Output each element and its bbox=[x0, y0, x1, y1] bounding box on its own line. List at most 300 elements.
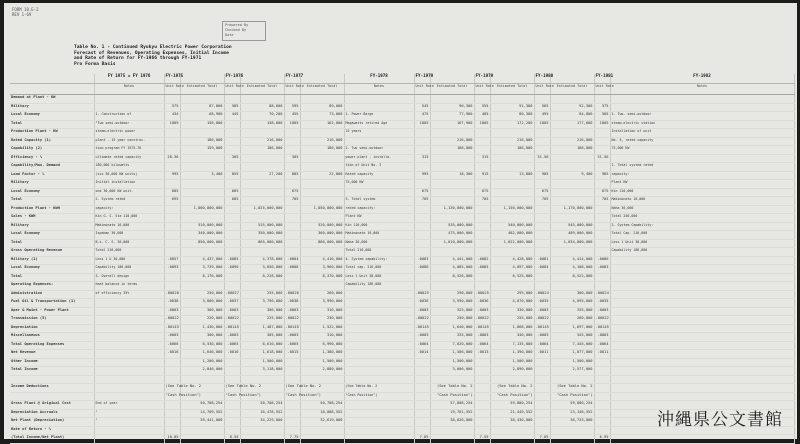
table-cell: 92,300 bbox=[550, 103, 594, 112]
table-cell: 305 bbox=[284, 154, 300, 163]
table-cell: .0064 bbox=[414, 341, 430, 350]
table-cell bbox=[224, 239, 240, 248]
table-cell: .00022 bbox=[164, 316, 180, 325]
table-cell: 1,034,000,000 bbox=[550, 239, 594, 248]
table-cell bbox=[164, 129, 180, 138]
table-cell: 489,000,000 bbox=[550, 231, 594, 240]
table-cell bbox=[284, 418, 300, 427]
approval-line: Date bbox=[225, 33, 234, 37]
table-cell bbox=[610, 324, 794, 333]
table-cell: 1,697,000 bbox=[550, 324, 594, 333]
table-row bbox=[10, 222, 794, 231]
table-cell bbox=[430, 95, 474, 104]
table-cell: 310,000 bbox=[300, 333, 344, 342]
table-cell bbox=[164, 239, 180, 248]
table-cell: 545,000,000 bbox=[550, 222, 594, 231]
table-cell: 475 bbox=[414, 112, 430, 121]
table-cell: 75,000 KW bbox=[344, 180, 414, 189]
table-row bbox=[10, 197, 794, 206]
table-title bbox=[74, 45, 234, 67]
table-cell bbox=[224, 180, 240, 189]
table-cell: Administration bbox=[10, 290, 94, 299]
table-cell: 675 bbox=[474, 188, 490, 197]
title-line: Forecast of Revenues, Operating Expenses, Initial Income bbox=[74, 50, 229, 56]
table-cell bbox=[284, 180, 300, 189]
table-cell bbox=[414, 214, 430, 223]
table-cell bbox=[300, 74, 344, 84]
table-cell: 4,441,000 bbox=[430, 256, 474, 265]
table-cell: 575 bbox=[164, 103, 180, 112]
table-cell: .0038 bbox=[284, 299, 300, 308]
table-cell bbox=[490, 435, 534, 444]
table-cell: 1,077,000 bbox=[550, 350, 594, 359]
table-cell: 675 bbox=[414, 188, 430, 197]
table-cell bbox=[164, 137, 180, 146]
table-cell: Initial installation bbox=[94, 180, 164, 189]
table-cell: 995 bbox=[164, 171, 180, 180]
table-cell: 77,900 bbox=[430, 112, 474, 121]
table-cell: 156,800 bbox=[180, 120, 224, 129]
table-cell bbox=[344, 307, 414, 316]
table-cell: capacity: bbox=[94, 205, 164, 214]
table-cell: 4,097,000 bbox=[490, 265, 534, 274]
table-cell bbox=[474, 282, 490, 291]
table-cell: 84,800 bbox=[550, 112, 594, 121]
table-row bbox=[10, 265, 794, 274]
table-cell bbox=[534, 205, 550, 214]
table-cell: 21,449,552 bbox=[490, 409, 534, 418]
table-cell bbox=[240, 375, 284, 384]
table-cell bbox=[610, 384, 794, 393]
table-cell: 216,000 bbox=[550, 137, 594, 146]
table-cell bbox=[344, 324, 414, 333]
table-cell: Unit Rate bbox=[284, 84, 300, 95]
table-cell: 59,880,254 bbox=[490, 401, 534, 410]
table-cell: 1,430,000 bbox=[180, 324, 224, 333]
table-cell: 16,478,552 bbox=[240, 409, 284, 418]
table-cell bbox=[94, 307, 164, 316]
table-cell: 28.56 bbox=[164, 154, 180, 163]
table-cell: 300,000 bbox=[550, 290, 594, 299]
table-cell: .0064 bbox=[534, 341, 550, 350]
table-row bbox=[10, 137, 794, 146]
table-cell bbox=[164, 95, 180, 104]
table-cell: 540,000,000 bbox=[490, 222, 534, 231]
table-cell bbox=[534, 358, 550, 367]
table-cell: 91,300 bbox=[490, 103, 534, 112]
table-cell: 180,000 kilowatts bbox=[94, 163, 164, 172]
subheader-row bbox=[10, 84, 794, 95]
table-row bbox=[10, 375, 794, 384]
table-cell: 6,530,000 bbox=[180, 341, 224, 350]
table-cell bbox=[344, 290, 414, 299]
table-cell bbox=[534, 384, 550, 393]
table-cell: Total cap. 216,000 bbox=[344, 265, 414, 274]
table-cell bbox=[594, 426, 610, 435]
table-cell bbox=[284, 358, 300, 367]
table-cell: .0003 bbox=[224, 307, 240, 316]
table-cell bbox=[610, 265, 794, 274]
table-cell bbox=[164, 273, 180, 282]
table-cell: heat balance in terms bbox=[94, 282, 164, 291]
table-cell: (See Table No. 2 bbox=[284, 384, 300, 393]
table-cell: .00025 bbox=[414, 290, 430, 299]
table-cell bbox=[414, 367, 430, 376]
table-row bbox=[10, 282, 794, 291]
table-cell bbox=[164, 248, 180, 257]
table-row bbox=[10, 154, 794, 163]
table-cell: 255,000 bbox=[490, 316, 534, 325]
table-cell bbox=[180, 74, 224, 84]
table-cell: 695 bbox=[164, 197, 180, 206]
table-cell: .0036 bbox=[474, 299, 490, 308]
table-cell bbox=[240, 188, 284, 197]
table-cell bbox=[594, 146, 610, 155]
table-cell bbox=[284, 401, 300, 410]
table-cell bbox=[610, 375, 794, 384]
table-cell: 1009 bbox=[164, 120, 180, 129]
table-cell: 59,880,254 bbox=[550, 401, 594, 410]
table-cell: 1005 bbox=[284, 120, 300, 129]
table-cell: one 30,000 KW unit. bbox=[94, 188, 164, 197]
table-cell bbox=[550, 426, 594, 435]
table-cell: 4,378,000 bbox=[240, 256, 284, 265]
title-line: and Rate of Return for FY-1966 through FY-1971 bbox=[74, 56, 202, 62]
table-cell: 1. Construction of bbox=[94, 112, 164, 121]
table-cell bbox=[300, 426, 344, 435]
table-cell: Gross Operating Revenue bbox=[10, 248, 94, 257]
table-cell bbox=[344, 341, 414, 350]
table-cell bbox=[180, 214, 224, 223]
table-cell: 3,400 bbox=[180, 171, 224, 180]
table-cell bbox=[344, 137, 414, 146]
table-cell: .00022 bbox=[534, 316, 550, 325]
table-cell bbox=[430, 248, 474, 257]
table-cell: 1,380,000 bbox=[300, 350, 344, 359]
table-cell: 260,000 bbox=[300, 290, 344, 299]
table-cell: 255,000 bbox=[240, 290, 284, 299]
table-cell bbox=[284, 273, 300, 282]
table-cell: 565 bbox=[534, 103, 550, 112]
table-cell: 216,000 bbox=[240, 137, 284, 146]
table-row bbox=[10, 129, 794, 138]
table-cell: 3,800,000 bbox=[180, 299, 224, 308]
table-cell: 39,441,000 bbox=[180, 418, 224, 427]
table-cell: Estimated Total bbox=[240, 84, 284, 95]
table-cell bbox=[94, 435, 164, 444]
table-cell: 1,130,000,000 bbox=[430, 205, 474, 214]
table-cell bbox=[474, 239, 490, 248]
table-cell bbox=[10, 84, 94, 95]
table-cell: 675 bbox=[594, 188, 610, 197]
table-cell bbox=[224, 214, 240, 223]
table-cell bbox=[300, 375, 344, 384]
table-cell: .00143 bbox=[164, 324, 180, 333]
table-cell: Load Factor - % bbox=[10, 171, 94, 180]
table-cell bbox=[164, 146, 180, 155]
table-cell: 50,708,254 bbox=[180, 401, 224, 410]
table-cell: 4,095,000 bbox=[550, 299, 594, 308]
table-row bbox=[10, 273, 794, 282]
table-cell bbox=[474, 367, 490, 376]
table-cell: Unit Rate bbox=[534, 84, 550, 95]
table-cell: .00027 bbox=[224, 290, 240, 299]
table-cell: 434 bbox=[164, 112, 180, 121]
approval-box bbox=[222, 21, 266, 41]
table-cell bbox=[224, 426, 240, 435]
table-cell: Rate of Return - % bbox=[10, 426, 94, 435]
table-cell: 2. Two semi-outdoor bbox=[344, 146, 414, 155]
table-cell bbox=[550, 214, 594, 223]
table-cell: 915 bbox=[474, 171, 490, 180]
table-cell: 75,000 KW bbox=[610, 146, 794, 155]
table-cell: 315 bbox=[414, 154, 430, 163]
table-cell bbox=[594, 239, 610, 248]
table-cell bbox=[180, 95, 224, 104]
table-cell: "Cash Position") bbox=[224, 392, 240, 401]
table-cell bbox=[94, 316, 164, 325]
table-cell bbox=[594, 180, 610, 189]
table-cell: Naha 30,000 bbox=[344, 239, 414, 248]
table-cell bbox=[284, 426, 300, 435]
table-cell: Total 246,000 bbox=[610, 214, 794, 223]
table-cell: 1,487,000 bbox=[240, 324, 284, 333]
table-row bbox=[10, 146, 794, 155]
table-cell: 3,950,000 bbox=[430, 299, 474, 308]
table-cell bbox=[550, 282, 594, 291]
table-row bbox=[10, 171, 794, 180]
table-cell bbox=[534, 146, 550, 155]
table-cell: 19,781,552 bbox=[430, 409, 474, 418]
table-cell bbox=[474, 163, 490, 172]
table-cell bbox=[414, 222, 430, 231]
table-cell: .0088 bbox=[284, 265, 300, 274]
table-cell bbox=[164, 401, 180, 410]
table-cell: 4. System capability: bbox=[344, 256, 414, 265]
table-row bbox=[10, 324, 794, 333]
table-cell: Ispahan 30,000 bbox=[94, 231, 164, 240]
table-cell bbox=[164, 409, 180, 418]
table-cell: ultimate rated capacity bbox=[94, 154, 164, 163]
table-cell: 13,800 bbox=[490, 171, 534, 180]
table-cell: 38,430,000 bbox=[490, 418, 534, 427]
table-cell bbox=[414, 375, 430, 384]
table-cell bbox=[430, 435, 474, 444]
table-cell: 7.55 bbox=[474, 435, 490, 444]
table-cell: FY-1979 bbox=[474, 74, 490, 84]
table-cell: 1,668,000 bbox=[490, 324, 534, 333]
table-cell: Estimated Total bbox=[300, 84, 344, 95]
table-cell: 158,800 bbox=[240, 120, 284, 129]
table-cell: Military bbox=[10, 103, 94, 112]
table-cell: .00145 bbox=[414, 324, 430, 333]
table-row bbox=[10, 333, 794, 342]
table-cell: 3,990,000 bbox=[300, 299, 344, 308]
table-cell: .0090 bbox=[224, 265, 240, 274]
table-cell bbox=[610, 154, 794, 163]
table-cell: 330,000 bbox=[490, 307, 534, 316]
table-cell: 2. System rated bbox=[94, 197, 164, 206]
table-cell bbox=[414, 205, 430, 214]
table-cell bbox=[164, 418, 180, 427]
table-cell: 18,088,552 bbox=[300, 409, 344, 418]
table-cell bbox=[534, 214, 550, 223]
table-cell: "Cash Position") bbox=[284, 392, 300, 401]
table-cell: 475,000,000 bbox=[430, 231, 474, 240]
table-cell bbox=[610, 282, 794, 291]
table-cell: Total bbox=[10, 120, 94, 129]
table-cell bbox=[594, 409, 610, 418]
table-cell bbox=[300, 188, 344, 197]
table-cell: Notes bbox=[344, 84, 414, 95]
table-cell: B.s. C. S. 30,000 bbox=[94, 239, 164, 248]
table-cell bbox=[414, 137, 430, 146]
table-cell bbox=[344, 401, 414, 410]
table-cell bbox=[284, 205, 300, 214]
table-cell: " bbox=[94, 418, 164, 427]
table-cell bbox=[344, 350, 414, 359]
table-cell bbox=[164, 205, 180, 214]
table-cell: 315 bbox=[474, 154, 490, 163]
table-cell: Makiminato 16,000 bbox=[94, 222, 164, 231]
table-cell bbox=[414, 418, 430, 427]
table-cell: FY-1975 bbox=[164, 74, 180, 84]
table-cell: Estimated Total bbox=[490, 84, 534, 95]
table-cell bbox=[534, 129, 550, 138]
table-cell bbox=[594, 392, 610, 401]
table-cell bbox=[490, 180, 534, 189]
table-body bbox=[10, 74, 794, 443]
table-cell bbox=[300, 129, 344, 138]
table-cell: 6.95 bbox=[594, 435, 610, 444]
table-cell bbox=[430, 426, 474, 435]
table-cell bbox=[534, 375, 550, 384]
table-cell: 335,000 bbox=[550, 307, 594, 316]
table-cell bbox=[474, 248, 490, 257]
table-cell bbox=[490, 282, 534, 291]
table-cell: 220,000 bbox=[180, 316, 224, 325]
table-cell bbox=[180, 180, 224, 189]
table-cell bbox=[534, 163, 550, 172]
table-cell: .0037 bbox=[224, 299, 240, 308]
table-cell bbox=[474, 273, 490, 282]
table-cell bbox=[164, 426, 180, 435]
table-cell: 325,000 bbox=[430, 307, 474, 316]
table-cell bbox=[224, 273, 240, 282]
table-cell bbox=[610, 358, 794, 367]
table-cell: 230,000 bbox=[300, 316, 344, 325]
table-cell bbox=[430, 197, 474, 206]
table-cell: .0003 bbox=[164, 333, 180, 342]
table-cell bbox=[240, 74, 284, 84]
table-cell bbox=[224, 146, 240, 155]
table-cell bbox=[284, 239, 300, 248]
table-cell: Total bbox=[10, 239, 94, 248]
table-cell bbox=[414, 129, 430, 138]
table-cell bbox=[284, 137, 300, 146]
table-cell: .0011 bbox=[594, 350, 610, 359]
table-cell bbox=[414, 163, 430, 172]
table-cell bbox=[474, 426, 490, 435]
table-row bbox=[10, 188, 794, 197]
table-cell: .0003 bbox=[414, 307, 430, 316]
table-cell: .0036 bbox=[414, 299, 430, 308]
table-cell: 995 bbox=[414, 171, 430, 180]
table-row bbox=[10, 180, 794, 189]
table-cell bbox=[180, 375, 224, 384]
table-cell: Total Cap. 216,000 bbox=[610, 231, 794, 240]
table-cell: .00022 bbox=[594, 316, 610, 325]
table-cell: 34,229,000 bbox=[240, 418, 284, 427]
table-cell bbox=[94, 358, 164, 367]
table-cell bbox=[550, 74, 594, 84]
table-cell: Unit Rate bbox=[594, 84, 610, 95]
table-cell bbox=[344, 358, 414, 367]
approval-line: Checked By bbox=[225, 28, 247, 32]
table-row bbox=[10, 103, 794, 112]
table-cell: .0064 bbox=[594, 341, 610, 350]
table-cell: Other Income bbox=[10, 358, 94, 367]
table-cell: (See Table No. 2 bbox=[224, 384, 240, 393]
table-cell bbox=[414, 239, 430, 248]
table-cell: 1,390,000 bbox=[490, 350, 534, 359]
table-cell: 250,000 bbox=[430, 316, 474, 325]
table-row bbox=[10, 367, 794, 376]
table-cell bbox=[490, 163, 534, 172]
table-cell bbox=[610, 307, 794, 316]
table-cell bbox=[534, 282, 550, 291]
table-cell bbox=[284, 146, 300, 155]
table-cell: 495 bbox=[534, 112, 550, 121]
table-cell: Total 216,000 bbox=[94, 248, 164, 257]
table-cell: Notes bbox=[610, 84, 794, 95]
table-cell bbox=[224, 367, 240, 376]
table-cell bbox=[490, 375, 534, 384]
table-cell bbox=[610, 299, 794, 308]
table-cell: Sales - KWH bbox=[10, 214, 94, 223]
table-cell: Local Economy bbox=[10, 112, 94, 121]
table-cell: 850,000,000 bbox=[180, 239, 224, 248]
table-cell: 1,618,000 bbox=[240, 350, 284, 359]
table-cell: 445 bbox=[224, 112, 240, 121]
table-cell bbox=[164, 358, 180, 367]
title-line: Table No. 1 - Continued Ryukyu Electric Power Corporation bbox=[74, 45, 232, 50]
table-cell: .0003 bbox=[474, 307, 490, 316]
table-cell: 3,960,000 bbox=[300, 265, 344, 274]
table-cell: Kin 110,000 bbox=[610, 188, 794, 197]
table-cell bbox=[164, 282, 180, 291]
table-cell: .00028 bbox=[164, 290, 180, 299]
table-cell bbox=[300, 95, 344, 104]
table-row bbox=[10, 112, 794, 121]
table-cell: 3. System Capability: bbox=[610, 222, 794, 231]
table-cell bbox=[474, 214, 490, 223]
table-cell bbox=[430, 163, 474, 172]
table-row bbox=[10, 205, 794, 214]
table-cell bbox=[490, 154, 534, 163]
table-cell bbox=[300, 180, 344, 189]
table-cell: .0003 bbox=[594, 333, 610, 342]
table-cell bbox=[534, 248, 550, 257]
table-cell: Transmission (5) bbox=[10, 316, 94, 325]
table-cell bbox=[474, 205, 490, 214]
table-cell: End of year bbox=[94, 401, 164, 410]
table-cell: 70,200 bbox=[240, 112, 284, 121]
table-cell bbox=[610, 273, 794, 282]
table-cell: 1,022,000,000 bbox=[490, 239, 534, 248]
table-cell: Income Deductions bbox=[10, 384, 94, 393]
table-cell bbox=[610, 341, 794, 350]
